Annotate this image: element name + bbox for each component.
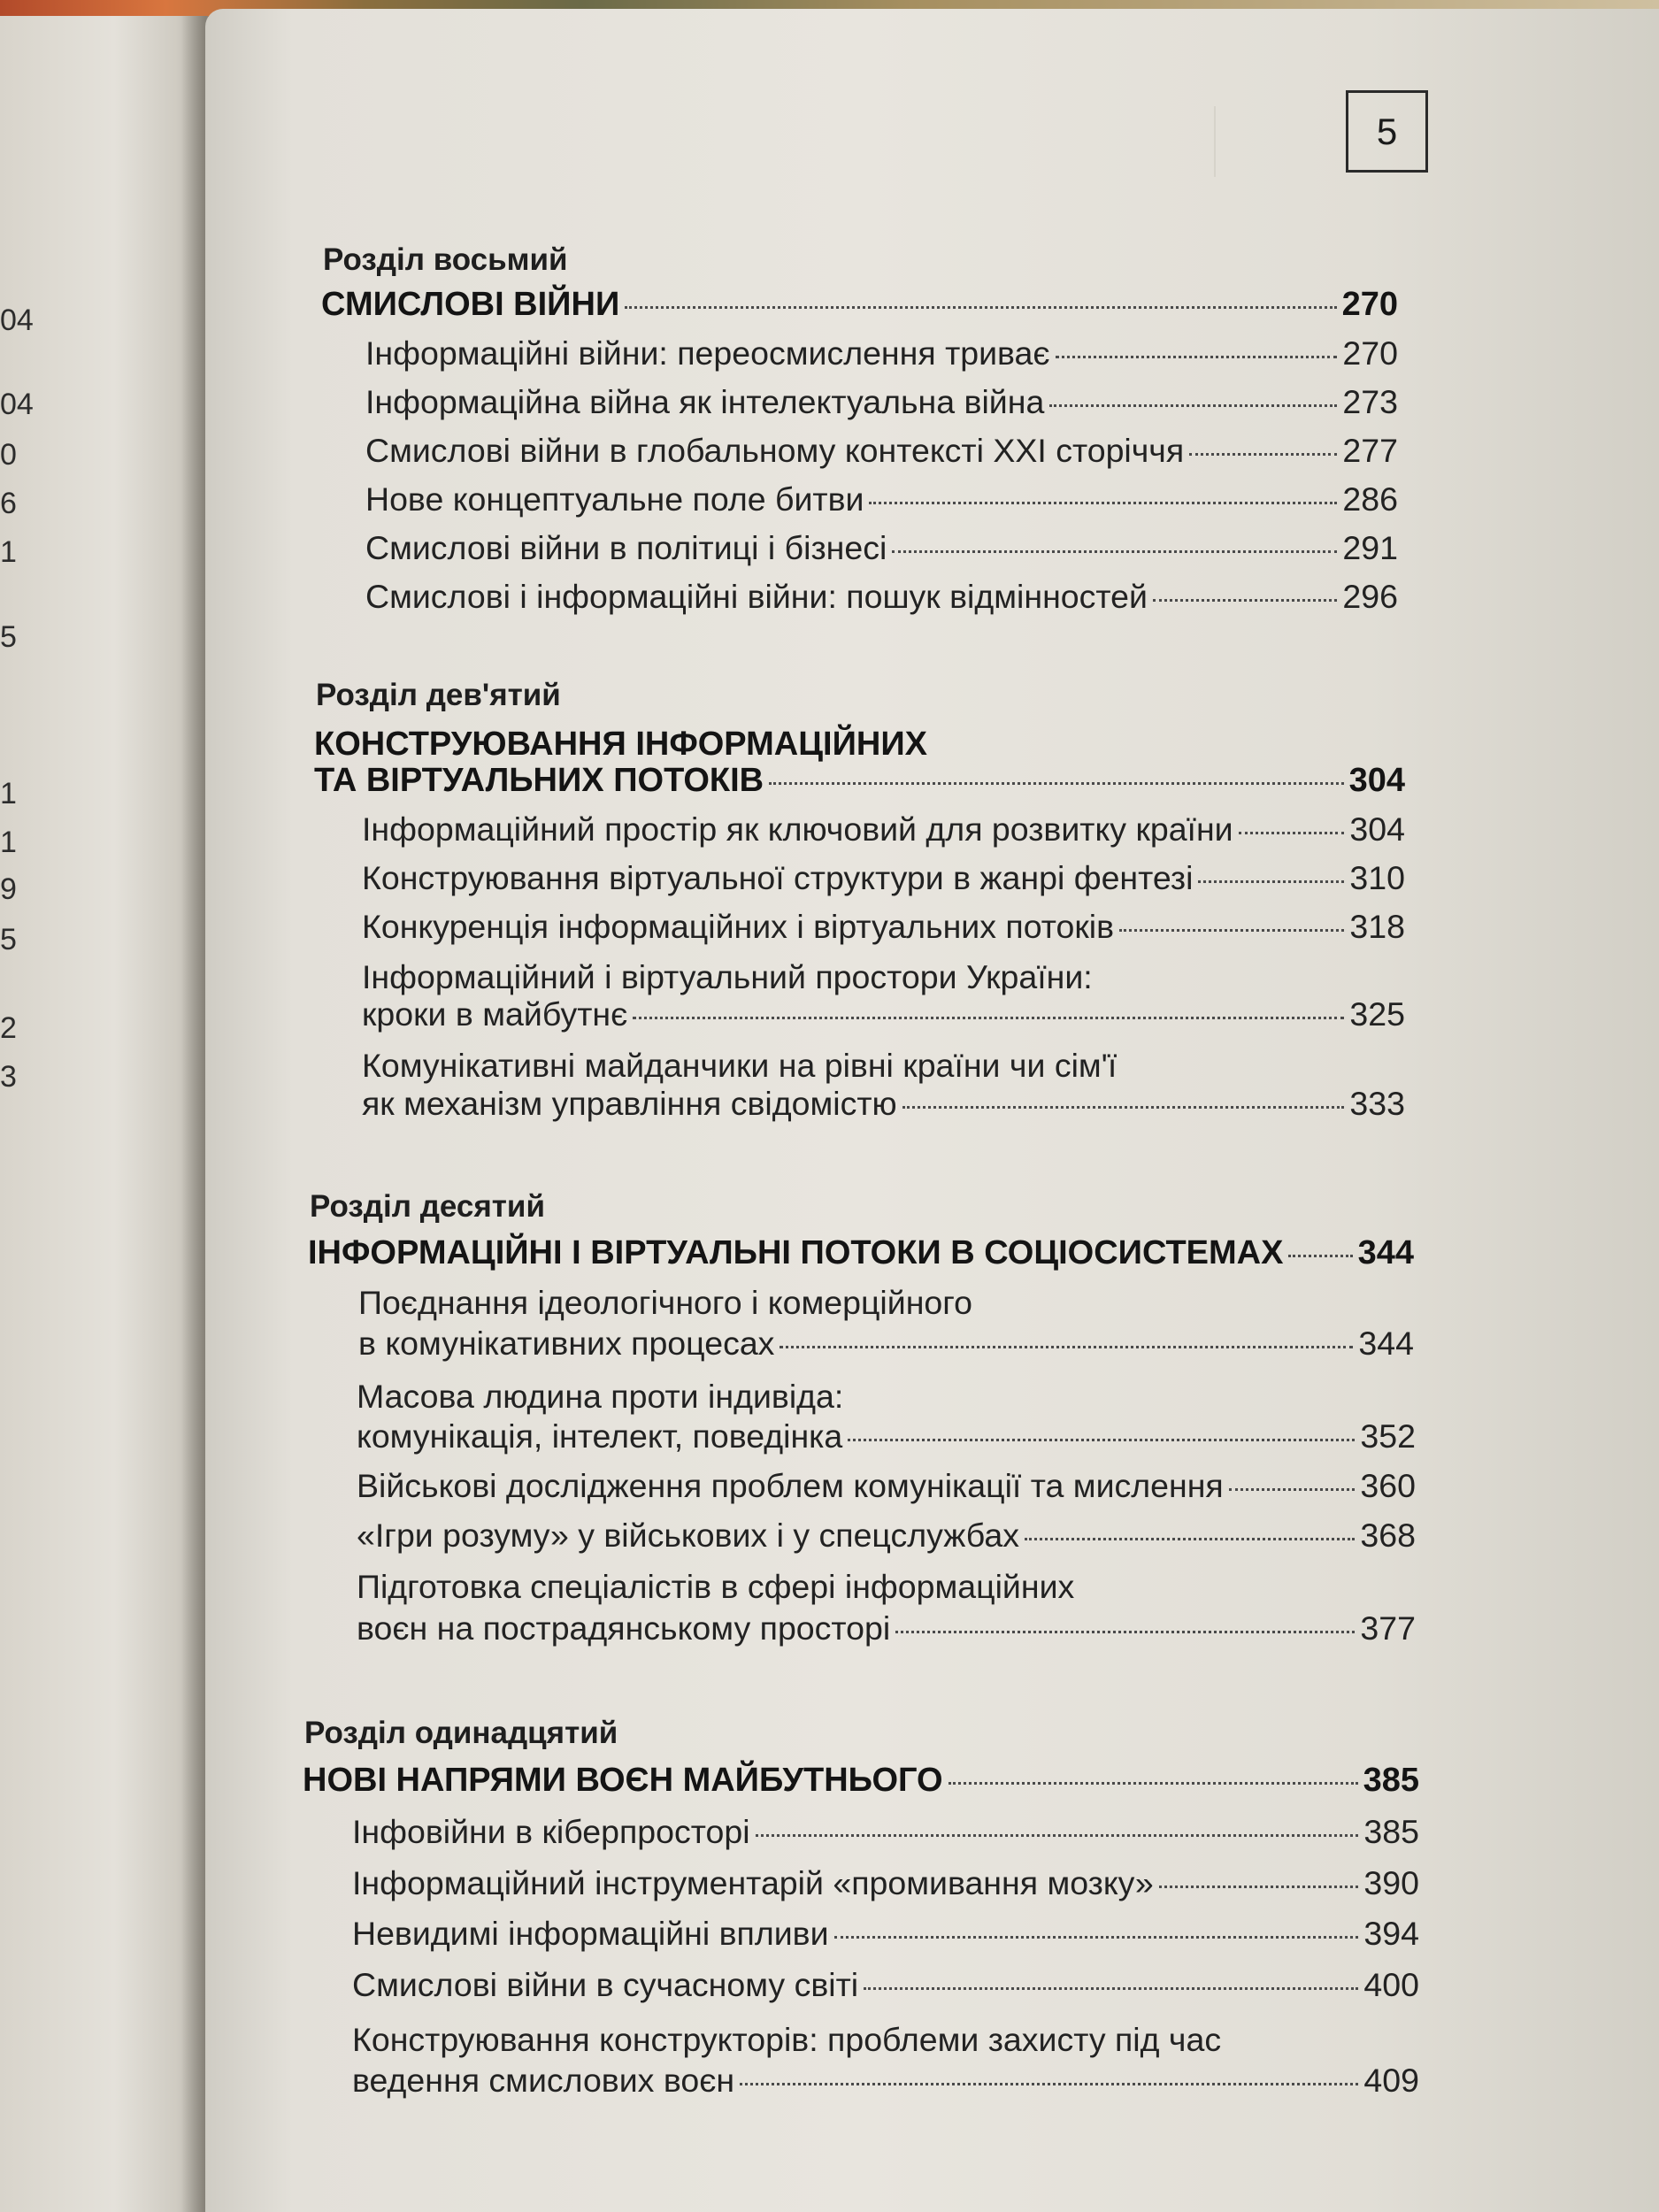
dot-leader (1198, 880, 1344, 883)
page-ref: 273 (1342, 383, 1398, 420)
page-ref: 409 (1363, 2062, 1419, 2099)
toc-entry (357, 1466, 1416, 1505)
left-page-number: 0 (0, 438, 17, 472)
chapter-title: СМИСЛОВІ ВІЙНИ (321, 286, 620, 323)
entry-title: як механізм управління свідомістю (362, 1085, 897, 1122)
entry-title: Інформаційний інструментарій «промивання мозку» (352, 1864, 1154, 1901)
page-ref: 385 (1363, 1762, 1419, 1799)
page-ref: 368 (1360, 1517, 1416, 1554)
chapter-label: Розділ восьмий (323, 242, 568, 277)
toc-entry (365, 480, 1398, 518)
left-page-number: 6 (0, 487, 17, 520)
toc-entry (362, 995, 1405, 1033)
chapter-title-entry (308, 1233, 1414, 1272)
show-through (1214, 106, 1659, 177)
entry-title: Смислові війни в сучасному світі (352, 1966, 859, 2003)
left-page-number: 1 (0, 826, 17, 859)
chapter-title: ІНФОРМАЦІЙНІ І ВІРТУАЛЬНІ ПОТОКИ В СОЦІОСИСТЕМАХ (308, 1234, 1284, 1271)
left-page-number: 04 (0, 303, 34, 337)
dot-leader (1153, 599, 1337, 602)
left-page (0, 16, 208, 2212)
dot-leader (769, 782, 1344, 785)
toc-entry (357, 1516, 1416, 1555)
left-page-number: 1 (0, 535, 17, 569)
dot-leader (864, 1987, 1358, 1990)
page-number: 5 (1376, 110, 1398, 152)
toc-entry (362, 907, 1405, 946)
entry-title: Підготовка спеціалістів в сфері інформаційних (357, 1568, 1075, 1605)
page-ref: 400 (1363, 1966, 1419, 2003)
entry-title: Нове концептуальне поле битви (365, 480, 864, 518)
dot-leader (780, 1346, 1353, 1348)
entry-title: комунікація, інтелект, поведінка (357, 1417, 843, 1455)
chapter-title: НОВІ НАПРЯМИ ВОЄН МАЙБУТНЬОГО (303, 1762, 943, 1799)
dot-leader (892, 550, 1337, 553)
page-ref: 333 (1349, 1085, 1405, 1122)
dot-leader (1229, 1488, 1356, 1491)
toc-entry (352, 1812, 1419, 1851)
dot-leader (949, 1782, 1358, 1785)
entry-title: Смислові війни в глобальному контексті XXI сторіччя (365, 432, 1185, 469)
toc-entry (362, 1084, 1405, 1123)
left-page-number: 3 (0, 1060, 17, 1094)
toc-entry (352, 1863, 1419, 1902)
dot-leader (1119, 929, 1344, 932)
page-ref: 270 (1342, 334, 1398, 372)
dot-leader (625, 306, 1336, 309)
entry-title: Інформаційна війна як інтелектуальна війна (365, 383, 1045, 420)
page-ref: 304 (1348, 762, 1405, 799)
entry-title: Інформаційний простір як ключовий для розвитку країни (362, 810, 1233, 848)
dot-leader (1056, 356, 1338, 358)
dot-leader (1239, 832, 1345, 834)
chapter-label: Розділ десятий (310, 1189, 545, 1224)
dot-leader (869, 502, 1337, 504)
entry-title: ведення смислових воєн (352, 2062, 735, 2099)
page-ref: 291 (1342, 529, 1398, 566)
entry-title: Військові дослідження проблем комунікації та мислення (357, 1467, 1224, 1504)
entry-title: «Ігри розуму» у військових і у спецслужбах (357, 1517, 1020, 1554)
entry-title: Невидимі інформаційні впливи (352, 1915, 829, 1952)
dot-leader (1049, 404, 1337, 407)
dot-leader (1288, 1255, 1352, 1257)
dot-leader (1025, 1538, 1355, 1540)
dot-leader (1159, 1886, 1359, 1888)
toc-entry (352, 2061, 1419, 2100)
entry-title: Інформаційний і віртуальний простори України: (362, 958, 1093, 995)
dot-leader (902, 1106, 1345, 1109)
page-ref: 394 (1363, 1915, 1419, 1952)
toc-entry (362, 858, 1405, 897)
left-page-number: 5 (0, 923, 17, 956)
dot-leader (1189, 453, 1337, 456)
toc-entry (365, 577, 1398, 616)
page-number-box (1346, 90, 1428, 173)
toc-entry (352, 1914, 1419, 1953)
chapter-title: КОНСТРУЮВАННЯ ІНФОРМАЦІЙНИХ (314, 726, 927, 763)
entry-title: в комунікативних процесах (358, 1325, 775, 1362)
toc-entry (357, 1609, 1416, 1647)
dot-leader (848, 1439, 1355, 1441)
entry-title: кроки в майбутнє (362, 995, 628, 1033)
dot-leader (895, 1631, 1355, 1633)
left-page-number: 04 (0, 388, 34, 421)
entry-title: Конструювання віртуальної структури в жанрі фентезі (362, 859, 1194, 896)
toc-entry (365, 528, 1398, 567)
page-ref: 390 (1363, 1864, 1419, 1901)
page-ref: 277 (1342, 432, 1398, 469)
toc-entry (362, 810, 1405, 849)
entry-title: Поєднання ідеологічного і комерційного (358, 1284, 972, 1321)
chapter-title-entry (303, 1761, 1419, 1800)
page-ref: 325 (1349, 995, 1405, 1033)
left-page-number: 9 (0, 872, 17, 906)
page-ref: 296 (1342, 578, 1398, 615)
toc-entry (358, 1324, 1414, 1363)
entry-title: воєн на пострадянському просторі (357, 1609, 891, 1647)
page-ref: 344 (1357, 1234, 1414, 1271)
entry-title: Смислові війни в політиці і бізнесі (365, 529, 887, 566)
page-ref: 377 (1360, 1609, 1416, 1647)
dot-leader (740, 2083, 1358, 2085)
page-ref: 360 (1360, 1467, 1416, 1504)
toc-entry (365, 334, 1398, 373)
toc-entry (352, 1965, 1419, 2004)
toc-entry (357, 1417, 1416, 1455)
page-ref: 344 (1358, 1325, 1414, 1362)
chapter-title-entry (321, 285, 1398, 324)
page-ref: 304 (1349, 810, 1405, 848)
chapter-title-entry (314, 761, 1405, 800)
left-page-number: 1 (0, 777, 17, 810)
left-page-number: 5 (0, 620, 17, 654)
page-ref: 270 (1341, 286, 1398, 323)
page-ref: 286 (1342, 480, 1398, 518)
chapter-label: Розділ дев'ятий (316, 678, 561, 712)
entry-title: Комунікативні майданчики на рівні країни чи сім'ї (362, 1047, 1118, 1084)
dot-leader (834, 1936, 1359, 1939)
entry-title: Інфовійни в кіберпросторі (352, 1813, 750, 1850)
chapter-title: ТА ВІРТУАЛЬНИХ ПОТОКІВ (314, 762, 764, 799)
left-page-number: 2 (0, 1011, 17, 1045)
entry-title: Конкуренція інформаційних і віртуальних потоків (362, 908, 1115, 945)
page-ref: 352 (1360, 1417, 1416, 1455)
entry-title: Масова людина проти індивіда: (357, 1378, 844, 1415)
dot-leader (633, 1017, 1344, 1019)
chapter-label: Розділ одинадцятий (304, 1716, 618, 1750)
dot-leader (756, 1834, 1359, 1837)
page-ref: 385 (1363, 1813, 1419, 1850)
entry-title: Конструювання конструкторів: проблеми захисту під час (352, 2021, 1222, 2058)
page-ref: 318 (1349, 908, 1405, 945)
entry-title: Смислові і інформаційні війни: пошук відмінностей (365, 578, 1148, 615)
toc-entry (365, 382, 1398, 421)
toc-entry (365, 431, 1398, 470)
page-ref: 310 (1349, 859, 1405, 896)
entry-title: Інформаційні війни: переосмислення триває (365, 334, 1050, 372)
